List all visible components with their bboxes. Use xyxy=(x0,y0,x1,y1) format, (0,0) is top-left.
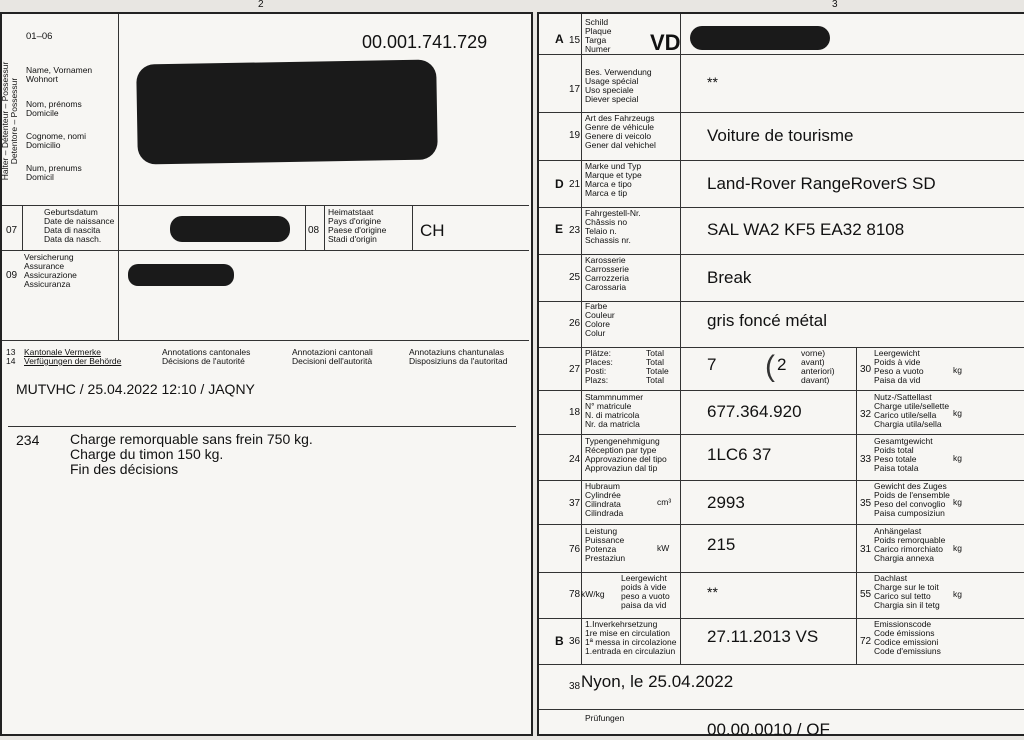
train-weight-label: Gewicht des Zuges Poids de l'ensemble Peso del convoglio Paisa cumposiziun xyxy=(874,481,950,518)
front-places-value: 2 xyxy=(777,355,787,374)
row-25-number: 25 xyxy=(569,272,581,283)
row-55-number: 55 xyxy=(860,589,872,600)
places-total-label: Total Total Totale Total xyxy=(646,348,669,385)
payload-label: Nutz-/Sattellast Charge utile/sellette Carico utile/sella Chargia utila/sella xyxy=(874,392,950,429)
towing-weight-unit: kg xyxy=(953,543,962,553)
origin-value: CH xyxy=(420,221,445,240)
redacted-birthdate xyxy=(170,216,290,242)
open-paren: ( xyxy=(765,350,775,383)
row-78-number: 78 xyxy=(569,589,581,600)
holder-label-it: Cognome, nomi Domicilio xyxy=(26,131,87,150)
birthdate-label: Geburtsdatum Date de naissance Data di nascita Data da nasch. xyxy=(44,207,115,244)
decision-text: Charge remorquable sans frein 750 kg. Charge du timon 150 kg. Fin des décisions xyxy=(70,431,313,477)
vehicle-type-label: Art des Fahrzeugs Genre de véhicule Genere di veicolo Gener dal vehichel xyxy=(585,113,656,150)
page-number-right: 3 xyxy=(832,0,838,10)
holder-label-de: Name, Vornamen Wohnort xyxy=(26,65,93,84)
row-15-letter: A xyxy=(555,32,564,46)
empty-weight-label: Leergewicht Poids à vide Peso a vuoto Paisa da vid xyxy=(874,348,924,385)
row-35-number: 35 xyxy=(860,498,872,509)
color-label: Farbe Couleur Colore Colur xyxy=(585,301,615,338)
type-approval-value: 1LC6 37 xyxy=(707,445,772,464)
make-model-value: Land-Rover RangeRoverS SD xyxy=(707,174,936,193)
chassis-label: Fahrgestell-Nr. Châssis no Telaio n. Schassis nr. xyxy=(585,208,641,245)
places-value: 7 xyxy=(707,355,717,374)
annotations-label-fr: Annotations cantonales Décisions de l'autorité xyxy=(162,347,251,366)
row-24-number: 24 xyxy=(569,454,581,465)
row-21-number: 21 xyxy=(569,179,581,190)
payload-unit: kg xyxy=(953,408,962,418)
row-76-number: 76 xyxy=(569,544,581,555)
row-37-number: 37 xyxy=(569,498,581,509)
row-72-number: 72 xyxy=(860,636,872,647)
displacement-unit: cm³ xyxy=(657,497,672,507)
vehicle-type-value: Voiture de tourisme xyxy=(707,126,854,145)
power-unit: kW xyxy=(657,543,670,553)
emission-code-label: Emissionscode Code émissions Codice emissioni Code d'emissiuns xyxy=(874,619,941,656)
right-page xyxy=(537,12,1024,739)
roof-load-label: Dachlast Charge sur le toit Carico sul tetto Chargia sin il tetg xyxy=(874,573,940,610)
decision-code: 234 xyxy=(16,432,40,448)
serial-number: 00.001.741.729 xyxy=(362,32,488,52)
row-30-number: 30 xyxy=(860,364,872,375)
left-page xyxy=(0,12,533,736)
roof-load-unit: kg xyxy=(953,589,962,599)
row-36-letter: B xyxy=(555,634,564,648)
origin-label: Heimatstaat Pays d'origine Paese d'origine Stadi d'origin xyxy=(328,207,387,244)
row-33-number: 33 xyxy=(860,454,872,465)
row-32-number: 32 xyxy=(860,409,872,420)
row-38-number: 38 xyxy=(569,681,581,692)
ratio-value: ** xyxy=(707,584,718,600)
checks-label: Prüfungen xyxy=(585,713,625,723)
places-label: Plätze: Places: Posti: Plazs: xyxy=(585,348,613,385)
row-18-number: 18 xyxy=(569,407,581,418)
plate-label: Schild Plaque Targa Numer xyxy=(585,17,612,54)
checks-value: 00.00.0010 / OF xyxy=(707,720,830,739)
row-31-number: 31 xyxy=(860,544,872,555)
row-36-number: 36 xyxy=(569,636,581,647)
power-label: Leistung Puissance Potenza Prestaziun xyxy=(585,526,626,563)
first-registration-label: 1.Inverkehrsetzung 1re mise en circulation 1ª messa in circolazione 1.entrada en circulaziun xyxy=(585,619,677,656)
row-19-number: 19 xyxy=(569,130,581,141)
make-model-label: Marke und Typ Marque et type Marca e tipo Marca e tip xyxy=(585,161,642,198)
total-weight-label: Gesamtgewicht Poids total Peso totale Paisa totala xyxy=(874,436,933,473)
body-value: Break xyxy=(707,268,752,287)
matriculation-value: 677.364.920 xyxy=(707,402,802,421)
field-08-number: 08 xyxy=(308,225,320,236)
row-15-number: 15 xyxy=(569,35,581,46)
redacted-plate-number xyxy=(690,26,830,50)
type-approval-label: Typengenehmigung Réception par type Approvazione del tipo Approvaziun dal tip xyxy=(585,436,667,473)
form-edition: 01–06 xyxy=(26,31,53,42)
page-number-left: 2 xyxy=(258,0,264,10)
holder-side-label: Halter – Détenteur – Possessur Detentore – Possessur xyxy=(0,61,19,181)
holder-label-fr: Nom, prénoms Domicile xyxy=(26,99,82,118)
annotations-label-rm: Annotaziuns chantunalas Disposiziuns da l'autoritad xyxy=(409,347,508,366)
chassis-value: SAL WA2 KF5 EA32 8108 xyxy=(707,220,905,239)
total-weight-unit: kg xyxy=(953,453,962,463)
towing-weight-label: Anhängelast Poids remorquable Carico rimorchiato Chargia annexa xyxy=(874,526,946,563)
power-value: 215 xyxy=(707,535,736,554)
train-weight-unit: kg xyxy=(953,497,962,507)
row-27-number: 27 xyxy=(569,364,581,375)
redacted-holder-name xyxy=(136,59,438,164)
displacement-label: Hubraum Cylindrée Cilindrata Cilindrada xyxy=(585,481,624,518)
place-date-value: Nyon, le 25.04.2022 xyxy=(581,672,734,691)
matriculation-label: Stammnummer N° matricule N. di matricola Nr. da matricla xyxy=(585,392,644,429)
color-value: gris foncé métal xyxy=(707,311,827,330)
field-14-number: 14 xyxy=(6,356,16,366)
field-13-number: 13 xyxy=(6,347,16,357)
redacted-insurance xyxy=(128,264,234,286)
row-21-letter: D xyxy=(555,177,564,191)
field-09-number: 09 xyxy=(6,270,18,281)
holder-label-rm: Num, prenums Domicil xyxy=(26,163,82,182)
row-23-letter: E xyxy=(555,222,564,236)
ratio-unit: kW/kg xyxy=(581,589,605,599)
special-use-value: ** xyxy=(707,74,718,90)
body-label: Karosserie Carrosserie Carrozzeria Carossaria xyxy=(585,255,629,292)
ratio-label: Leergewicht poids à vide peso a vuoto paisa da vid xyxy=(621,573,670,610)
first-registration-value: 27.11.2013 VS xyxy=(707,627,819,646)
special-use-label: Bes. Verwendung Usage spécial Uso speciale Diever special xyxy=(585,67,652,104)
plate-canton: VD xyxy=(650,30,681,55)
annotations-label-it: Annotazioni cantonali Decisioni dell'autorità xyxy=(292,347,373,366)
insurance-label: Versicherung Assurance Assicurazione Assicuranza xyxy=(24,252,77,289)
row-26-number: 26 xyxy=(569,318,581,329)
row-23-number: 23 xyxy=(569,225,581,236)
field-07-number: 07 xyxy=(6,225,18,236)
front-places-label: vorne) avant) anteriori) davant) xyxy=(801,348,835,385)
row-17-number: 17 xyxy=(569,84,581,95)
empty-weight-unit: kg xyxy=(953,365,962,375)
displacement-value: 2993 xyxy=(707,493,745,512)
registration-stamp: MUTVHC / 25.04.2022 12:10 / JAQNY xyxy=(16,381,255,397)
annotations-label-de: Kantonale Vermerke Verfügungen der Behörde xyxy=(24,347,122,366)
